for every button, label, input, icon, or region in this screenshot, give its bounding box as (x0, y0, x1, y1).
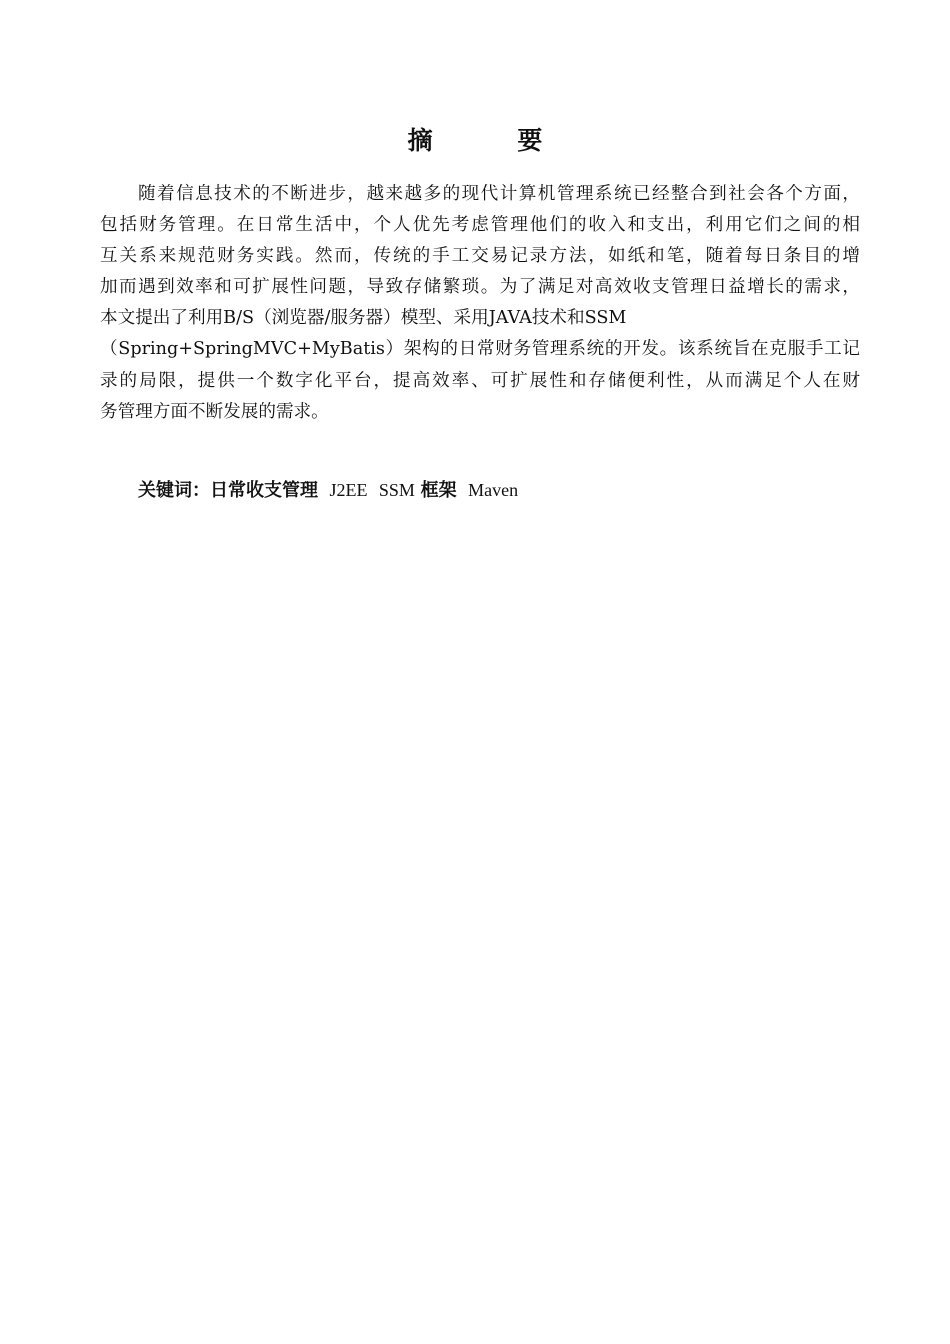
abstract-line: 录的局限，提供一个数字化平台，提高效率、可扩展性和存储便利性，从而满足个人在财 (100, 370, 860, 391)
keywords-line (138, 475, 518, 506)
keyword: SSM (378, 480, 415, 500)
abstract-line: 务管理方面不断发展的需求。 (100, 401, 329, 422)
keyword: J2EE (329, 480, 368, 500)
keywords-label: 关键词： (138, 480, 210, 501)
keyword: 框架 (420, 480, 457, 501)
abstract-line: （Spring+SpringMVC+MyBatis）架构的日常财务管理系统的开发。该系统旨在克服手工记 (100, 339, 860, 360)
abstract-body (100, 179, 860, 428)
abstract-line: 包括财务管理。在日常生活中，个人优先考虑管理他们的收入和支出，利用它们之间的相 (100, 215, 860, 236)
abstract-line: 加而遇到效率和可扩展性问题，导致存储繁琐。为了满足对高效收支管理日益增长的需求， (100, 277, 860, 298)
abstract-line: 本文提出了利用B/S（浏览器/服务器）模型、采用JAVA技术和SSM (100, 308, 627, 329)
abstract-line: 互关系来规范财务实践。然而，传统的手工交易记录方法，如纸和笔，随着每日条目的增 (100, 246, 860, 267)
keyword: Maven (468, 480, 519, 500)
keyword: 日常收支管理 (210, 480, 318, 501)
abstract-line: 随着信息技术的不断进步，越来越多的现代计算机管理系统已经整合到社会各个方面， (138, 184, 860, 204)
abstract-title: 摘 要 (407, 126, 581, 155)
